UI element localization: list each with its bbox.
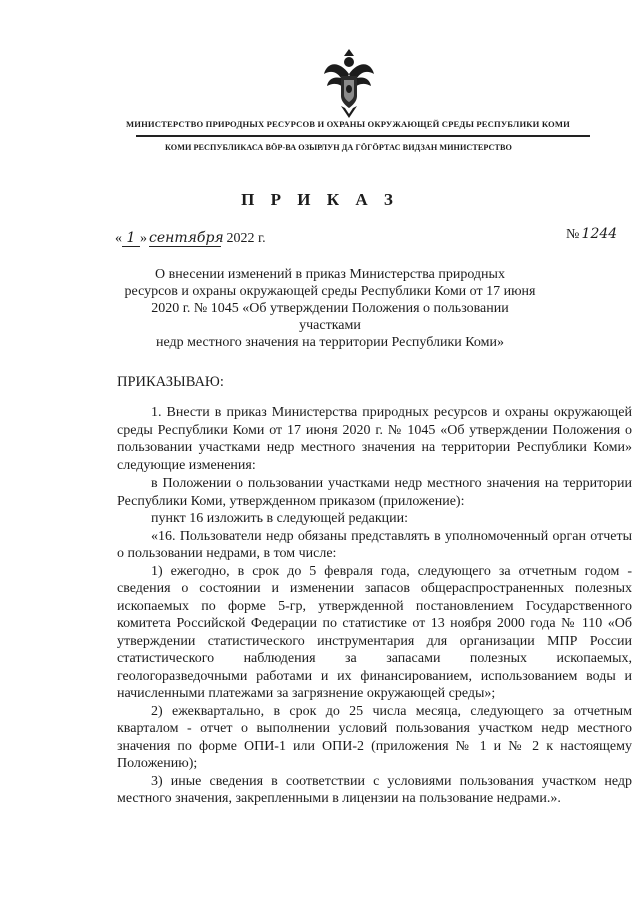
coat-of-arms-emblem xyxy=(321,40,377,120)
date-month-handwritten: сентября xyxy=(149,230,224,246)
subject-line: недр местного значения на территории Республики Коми» xyxy=(155,335,505,350)
body-paragraph: пункт 16 изложить в следующей редакции: xyxy=(151,511,408,526)
order-body xyxy=(117,404,632,808)
order-number xyxy=(566,226,619,243)
ministry-name-russian: МИНИСТЕРСТВО ПРИРОДНЫХ РЕСУРСОВ И ОХРАНЫ ОКРУЖАЮЩЕЙ СРЕДЫ РЕСПУБЛИКИ КОМИ xyxy=(126,119,570,129)
body-paragraph: 3) иные сведения в соответствии с условиями пользования участком недр местного значения, закрепленными в лицензии на пользование недрами.». xyxy=(117,773,632,806)
order-directive: ПРИКАЗЫВАЮ: xyxy=(117,374,224,390)
date-day-handwritten: 1 xyxy=(122,230,140,247)
subject-line: О внесении изменений в приказ Министерства природных xyxy=(155,267,505,282)
date-open-quote: « xyxy=(115,231,122,246)
ministry-name-komi: КОМИ РЕСПУБЛИКАСА ВӦР-ВА ОЗЫРЛУН ДА ГӦГӦРТАС ВИДЗАН МИНИСТЕРСТВО xyxy=(165,143,512,152)
body-paragraph: в Положении о пользовании участками недр местного значения на территории Республики Коми, утвержденном приказом (приложение): xyxy=(117,476,632,509)
subject-line: 2020 г. № 1045 «Об утверждении Положения о пользовании участками xyxy=(151,301,509,333)
number-prefix: № xyxy=(566,227,580,242)
body-paragraph: «16. Пользователи недр обязаны представлять в уполномоченный орган отчеты о пользовании недрами, в том числе: xyxy=(117,528,632,561)
order-subject xyxy=(120,266,540,351)
subject-line: ресурсов и охраны окружающей среды Республики Коми от 17 июня xyxy=(124,284,536,299)
number-value-handwritten: 1244 xyxy=(581,226,618,242)
date-close-quote: » xyxy=(140,231,147,246)
document-title: П Р И К А З xyxy=(241,190,399,209)
body-paragraph: 2) ежеквартально, в срок до 25 числа месяца, следующего за отчетным кварталом - отчет о выполнении условий пользования участком недр местного значения по форме ОПИ-1 или ОПИ-2 (приложения № 1 и № 2 к настоящему Положению); xyxy=(117,703,632,771)
date-year: 2022 г. xyxy=(226,231,266,246)
body-paragraph: 1) ежегодно, в срок до 5 февраля года, следующего за отчетным годом - сведения о состоянии и изменении запасов общераспространенных полезных ископаемых по форме 5-гр, утвержденной постановлением Государственного комитета Российской Федерации по статистике от 13 ноября 2000 года № 110 «Об утверждении статистического инструментария для организации МПР России статистического наблюдения за запасами полезных ископаемых, геологоразведочными работами и их финансированием, использованием воды и начисленными платежами за загрязнение окружающей среды»; xyxy=(117,563,632,701)
header-divider xyxy=(136,135,590,137)
order-date xyxy=(115,230,266,247)
body-paragraph: 1. Внести в приказ Министерства природных ресурсов и охраны окружающей среды Республики Коми от 17 июня 2020 г. № 1045 «Об утверждении Положения о пользовании участками недр местного значения на территории Республики Коми» следующие изменения: xyxy=(117,405,632,473)
